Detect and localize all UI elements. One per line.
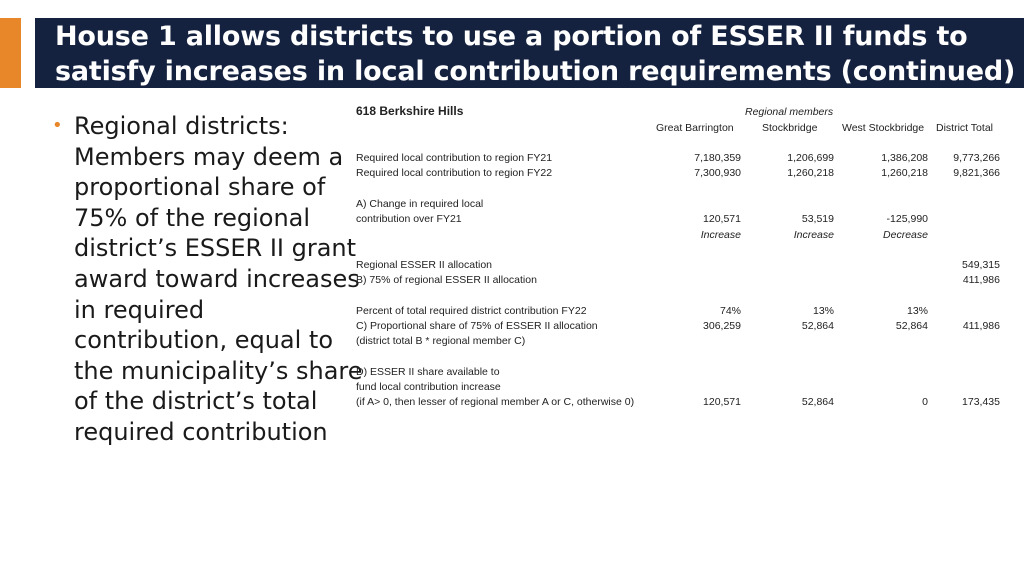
title-line-1: House 1 allows districts to use a portion of ESSER II funds to: [55, 21, 968, 52]
cell-value: 173,435: [962, 396, 1000, 408]
group-header: Regional members: [745, 106, 834, 118]
row-label: fund local contribution increase: [356, 381, 501, 393]
cell-value: 53,519: [801, 213, 834, 225]
cell-value: 13%: [812, 305, 834, 317]
bullet-dot-icon: •: [52, 115, 63, 136]
title-line-2: satisfy increases in local contribution requirements (continued): [55, 56, 1016, 87]
bullet-line: of the district’s total: [74, 387, 318, 416]
row-label: Regional ESSER II allocation: [356, 259, 492, 271]
cell-value: 306,259: [703, 320, 741, 332]
cell-value: 1,386,208: [881, 152, 928, 164]
bullet-line: contribution, equal to: [74, 326, 334, 355]
esser-table: [356, 100, 1006, 420]
column-header: Great Barrington: [656, 122, 734, 134]
slide-title: [35, 18, 1024, 88]
cell-value: 74%: [719, 305, 741, 317]
cell-value: 549,315: [962, 259, 1000, 271]
cell-value: 52,864: [801, 396, 834, 408]
cell-value: 52,864: [895, 320, 928, 332]
cell-value: 120,571: [703, 396, 741, 408]
row-label: Required local contribution to region FY22: [356, 167, 553, 179]
row-label: B) 75% of regional ESSER II allocation: [356, 274, 537, 286]
cell-value: 411,986: [962, 274, 1000, 286]
district-name: 618 Berkshire Hills: [356, 104, 464, 118]
row-label: contribution over FY21: [356, 213, 462, 225]
change-label: Increase: [793, 229, 834, 241]
cell-value: 9,773,266: [953, 152, 1000, 164]
column-header: Stockbridge: [762, 122, 818, 134]
cell-value: 120,571: [703, 213, 741, 225]
bullet-line: 75% of the regional: [74, 203, 311, 232]
bullet-text: [74, 111, 363, 448]
row-label: (if A> 0, then lesser of regional member A or C, otherwise 0): [356, 396, 635, 408]
accent-bar: [0, 18, 21, 88]
row-label: (district total B * regional member C): [356, 335, 526, 347]
bullet-line: award toward increases: [74, 264, 360, 293]
change-label: Decrease: [883, 229, 928, 241]
bullet-line: proportional share of: [74, 173, 326, 202]
column-header: District Total: [936, 122, 993, 134]
cell-value: 7,180,359: [694, 152, 741, 164]
row-label: D) ESSER II share available to: [356, 366, 500, 378]
cell-value: 9,821,366: [953, 167, 1000, 179]
change-label: Increase: [700, 229, 741, 241]
cell-value: 52,864: [801, 320, 834, 332]
row-label: A) Change in required local: [356, 198, 484, 210]
bullet-line: in required: [74, 295, 205, 324]
cell-value: 1,260,218: [881, 167, 928, 179]
cell-value: 1,206,699: [787, 152, 834, 164]
row-label: C) Proportional share of 75% of ESSER II allocation: [356, 320, 598, 332]
bullet-line: Regional districts:: [74, 112, 289, 140]
bullet-line: district’s ESSER II grant: [74, 234, 357, 263]
cell-value: -125,990: [886, 213, 928, 225]
bullet-line: Members may deem a: [74, 142, 344, 171]
cell-value: 1,260,218: [787, 167, 834, 179]
bullet-line: the municipality’s share: [74, 356, 363, 385]
bullet-line: required contribution: [74, 417, 328, 446]
row-label: Percent of total required district contribution FY22: [356, 305, 587, 317]
cell-value: 0: [922, 396, 928, 408]
cell-value: 411,986: [962, 320, 1000, 332]
cell-value: 13%: [906, 305, 928, 317]
cell-value: 7,300,930: [694, 167, 741, 179]
column-header: West Stockbridge: [842, 122, 925, 134]
row-label: Required local contribution to region FY21: [356, 152, 553, 164]
